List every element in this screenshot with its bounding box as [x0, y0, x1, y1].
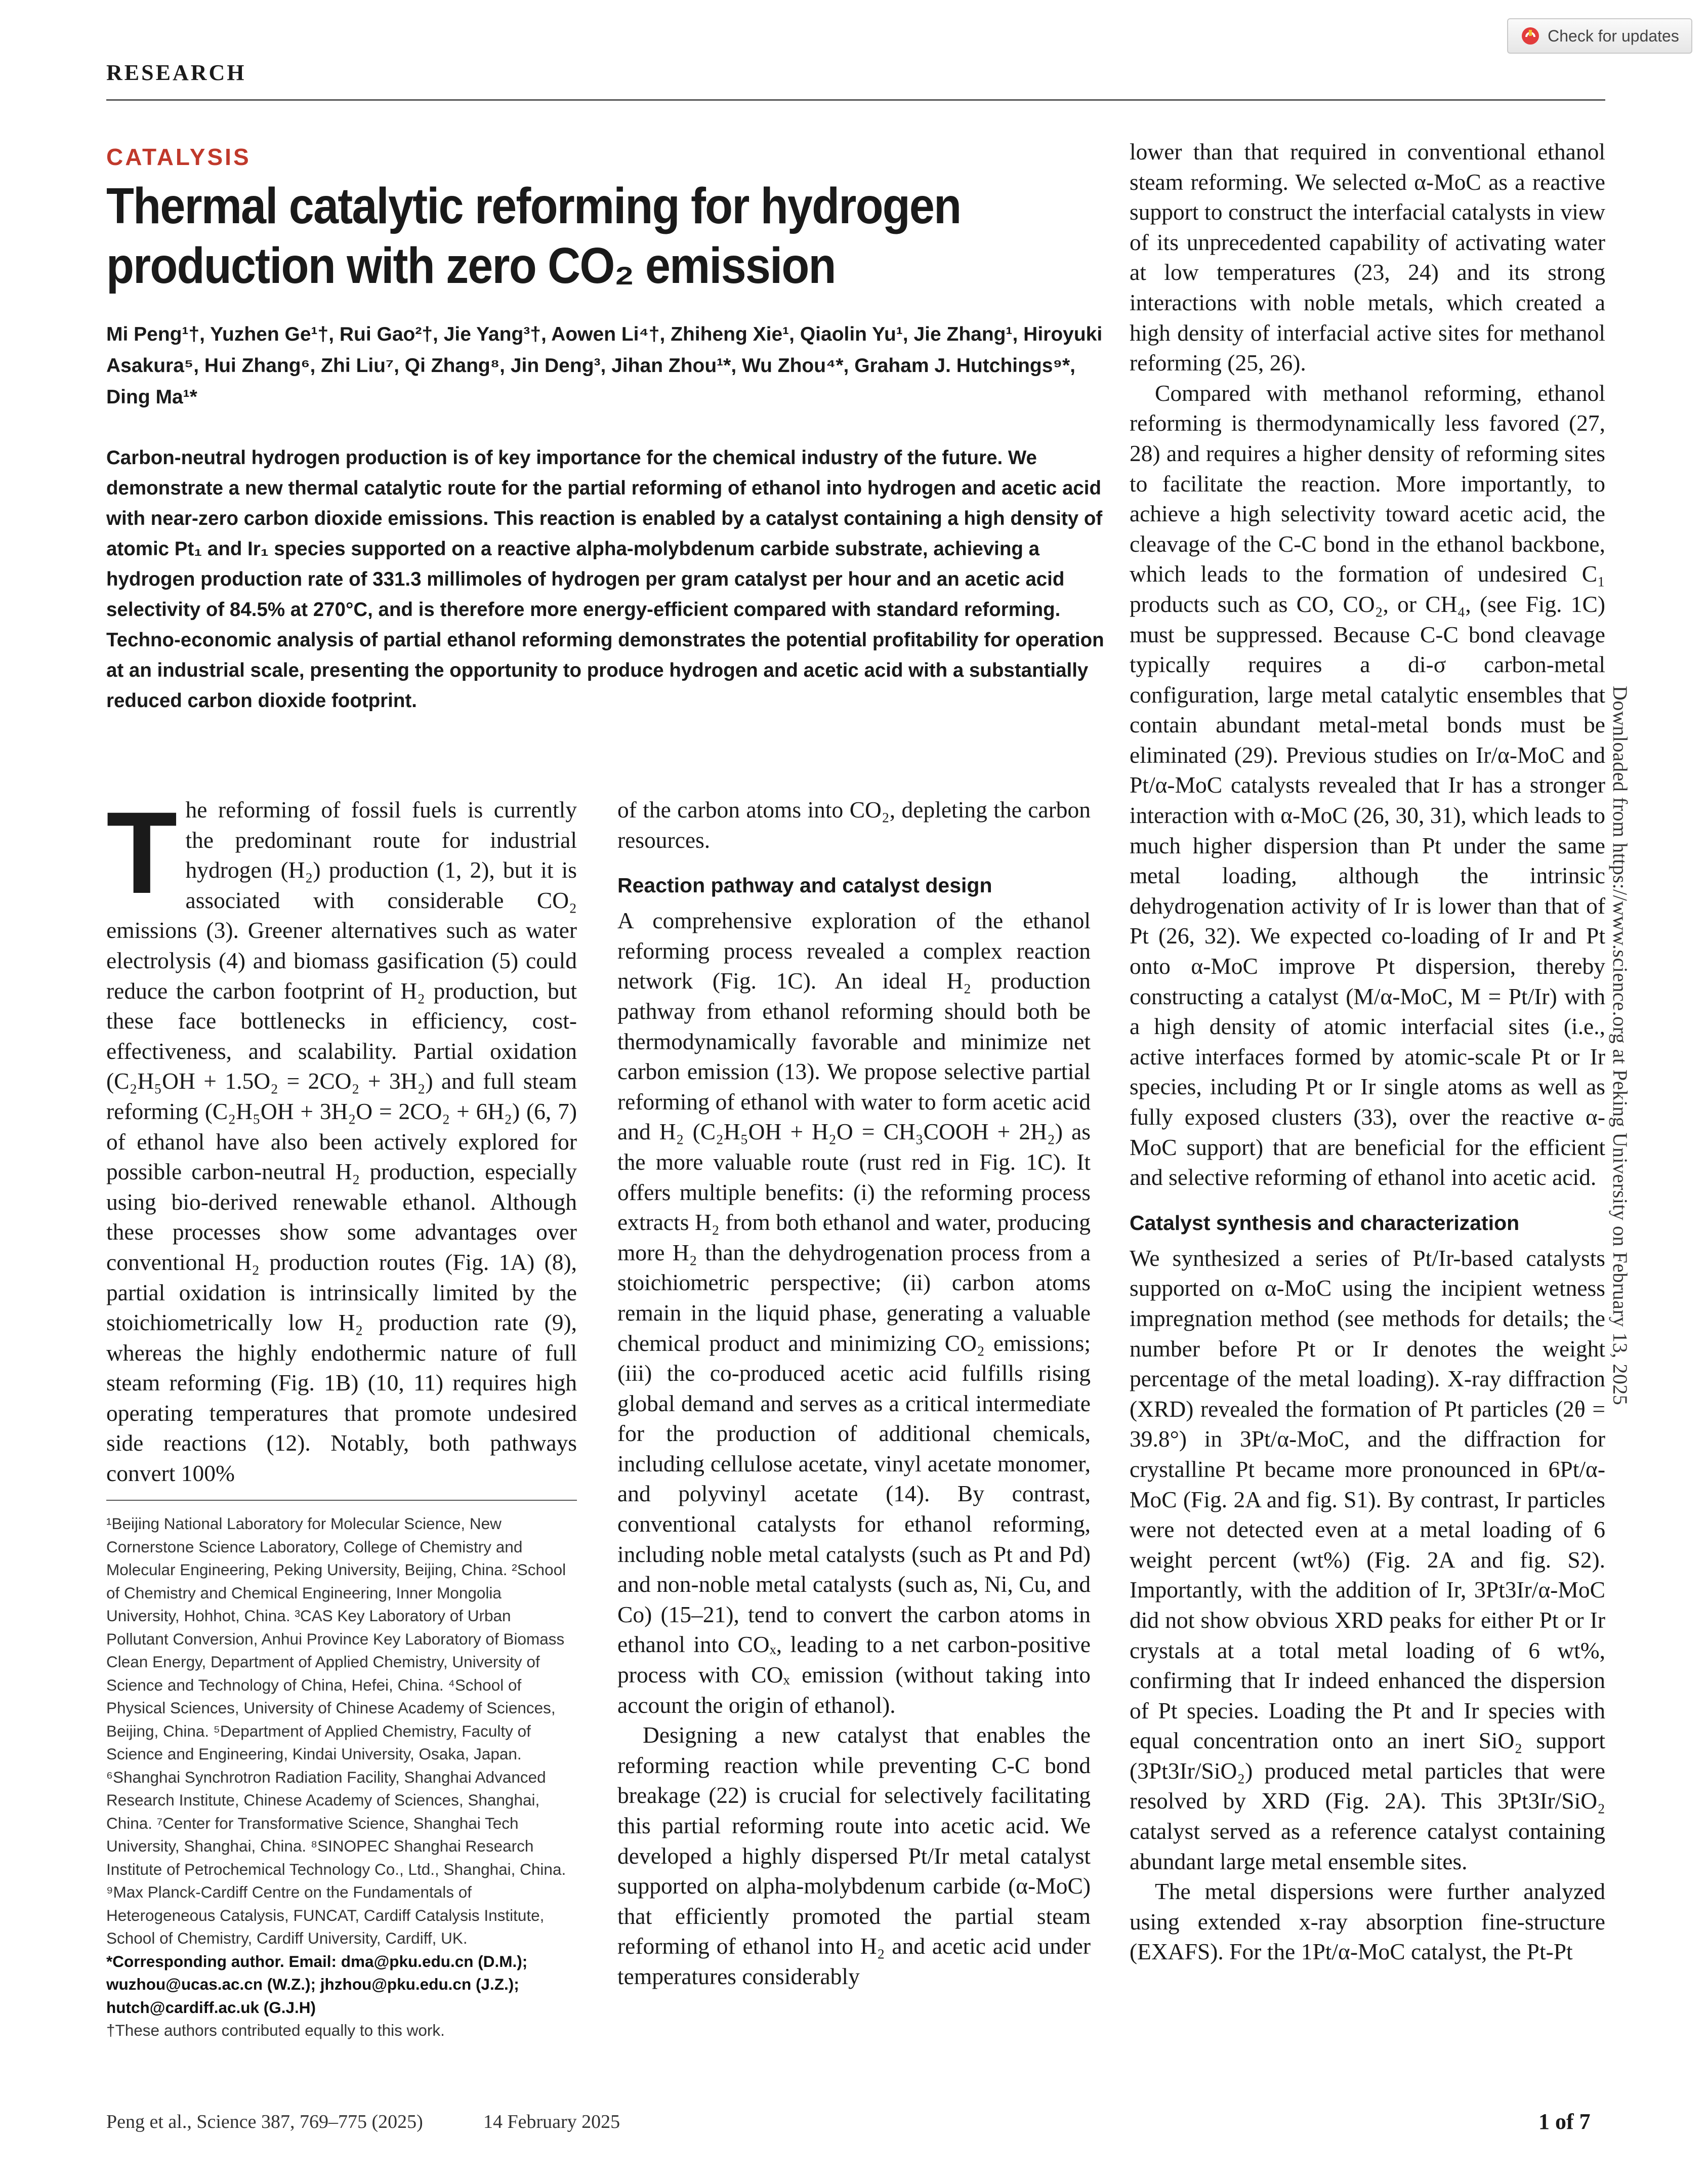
affiliations: ¹Beijing National Laboratory for Molecular Science, New Cornerstone Science Laboratory, College of Chemistry and Molecular Engineering, Peking University, Beijing, China. ²School of Chemistry and Chemical Engineering, Inner Mongolia University, Hohhot, China. ³CAS Key Laboratory of Urban Pollutant Conversion, Anhui Province Key Laboratory of Biomass Clean Energy, Department of Applied Chemistry, University of Science and Technology of China, Hefei, China. ⁴School of Physical Sciences, University of Chinese Academy of Sciences, Beijing, China. ⁵Department of Applied Chemistry, Faculty of Science and Engineering, Kindai University, Osaka, Japan. ⁶Shanghai Synchrotron Radiation Facility, Shanghai Advanced Research Institute, Chinese Academy of Sciences, Shanghai, China. ⁷Center for Transformative Science, Shanghai Tech University, Shanghai, China. ⁸SINOPEC Shanghai Research Institute of Petrochemical Technology Co., Ltd., Shanghai, China. ⁹Max Planck-Cardiff Centre on the Fundamentals of Heterogeneous Catalysis, FUNCAT, Cardiff Catalysis Institute, School of Chemistry, Cardiff University, Cardiff, UK.: [106, 1514, 566, 1947]
article-kicker: CATALYSIS: [106, 144, 251, 170]
intro-paragraph: he reforming of fossil fuels is currently the predominant route for industrial hydrogen (H₂) production (1, 2), but it is associated with considerable CO₂ emissions (3). Greener alternatives such as water electrolysis (4) and biomass gasification (5) could reduce the carbon footprint of H₂ production, but these face bottlenecks in efficiency, cost-effectiveness, and scalability. Partial oxidation (C₂H₅OH + 1.5O₂ = 2CO₂ + 3H₂) and full steam reforming (C₂H₅OH + 3H₂O = 2CO₂ + 6H₂) (6, 7) of ethanol have also been actively explored for possible carbon-neutral H₂ production, especially using bio-derived renewable ethanol. Although these processes show some advantages over conventional H₂ production routes (Fig. 1A) (8), partial oxidation is intrinsically limited by the stoichiometrically low H₂ production rate (9), whereas the highly endothermic nature of full steam reforming (Fig. 1B) (10, 11) requires high operating temperatures that promote undesired side reactions (12). Notably, both pathways convert 100%: [106, 797, 577, 1487]
author-list: Mi Peng¹†, Yuzhen Ge¹†, Rui Gao²†, Jie Yang³†, Aowen Li⁴†, Zhiheng Xie¹, Qiaolin Yu¹, Jie Zhang¹, Hiroyuki Asakura⁵, Hui Zhang⁶, Zhi Liu⁷, Qi Zhang⁸, Jin Deng³, Jihan Zhou¹*, Wu Zhou⁴*, Graham J. Hutchings⁹*, Ding Ma¹*: [106, 323, 1103, 408]
paragraph: We synthesized a series of Pt/Ir-based catalysts supported on α-MoC using the incipient wetness impregnation method (see methods for details; the number before Pt or Ir denotes the weight percentage of the metal loading). X-ray diffraction (XRD) revealed the formation of Pt particles (2θ = 39.8°) in 3Pt/α-MoC, and the diffraction for crystalline Pt became more pronounced in 6Pt/α-MoC (Fig. 2A and fig. S1). By contrast, Ir particles were not detected even at a metal loading of 6 weight percent (wt%) (Fig. 2A and fig. S2). Importantly, with the addition of Ir, 3Pt3Ir/α-MoC did not show obvious XRD peaks for either Pt or Ir crystals at a total metal loading of 6 wt%, confirming that Ir indeed enhanced the dispersion of Pt species. Loading the Pt and Ir species with equal concentration onto an inert SiO₂ support (3Pt3Ir/SiO₂) produced metal particles that were resolved by XRD (Fig. 2A). This 3Pt3Ir/SiO₂ catalyst served as a reference catalyst containing abundant large metal ensemble sites.: [1130, 1245, 1605, 1874]
header-divider: [106, 99, 1605, 101]
page-number: 1 of 7: [1538, 2109, 1591, 2134]
paragraph: Designing a new catalyst that enables the reforming reaction while preventing C-C bond breakage (22) is crucial for selectively facilitating this partial reforming route into acetic acid. We developed a highly dispersed Pt/Ir metal catalyst supported on alpha-molybdenum carbide (α-MoC) that efficiently promoted the partial steam reforming of ethanol into H₂ and acetic acid under temperatures considerably: [617, 1722, 1091, 1989]
section-label: RESEARCH: [106, 60, 246, 85]
paragraph: of the carbon atoms into CO₂, depleting the carbon resources.: [617, 797, 1091, 853]
update-badge-icon: [1520, 26, 1540, 46]
paragraph: The metal dispersions were further analyzed using extended x-ray absorption fine-structure (EXAFS). For the 1Pt/α-MoC catalyst, the Pt-Pt: [1130, 1878, 1605, 1965]
section-heading-reaction-pathway: Reaction pathway and catalyst design: [617, 874, 992, 897]
paragraph: lower than that required in conventional ethanol steam reforming. We selected α-MoC as a reactive support to construct the interfacial catalysts in view of its unprecedented capability of activating water at low temperatures (23, 24) and its strong interactions with noble metals, which created a high density of interfacial active sites for methanol reforming (25, 26).: [1130, 139, 1605, 376]
body-column-2: [617, 795, 1091, 1992]
article-title: Thermal catalytic reforming for hydrogen production with zero CO₂ emission: [106, 178, 961, 294]
publication-date: 14 February 2025: [483, 2111, 620, 2132]
paragraph: Compared with methanol reforming, ethanol reforming is thermodynamically less favored (27, 28) and requires a higher density of reforming sites to facilitate the reaction. More importantly, to achieve a high selectivity toward acetic acid, the cleavage of the C-C bond in the ethanol backbone, which leads to the formation of undesired C₁ products such as CO, CO₂, or CH₄, (see Fig. 1C) must be suppressed. Because C-C bond cleavage typically requires a di-σ carbon-metal configuration, large metal catalytic ensembles that contain abundant metal-metal bonds must be eliminated (29). Previous studies on Ir/α-MoC and Pt/α-MoC catalysts revealed that Ir has a stronger interaction with α-MoC (26, 30, 31), which leads to much higher dispersion than Pt under the same metal loading, although the intrinsic dehydrogenation activity of Ir is lower than that of Pt (26, 32). We expected co-loading of Ir and Pt onto α-MoC improve Pt dispersion, thereby constructing a catalyst (M/α-MoC, M = Pt/Ir) with a high density of atomic interfacial sites (i.e., active interfaces formed by atomic-scale Pt or Ir species, including Pt or Ir single atoms as well as fully exposed clusters (33), over the reactive α-MoC support) that are beneficial for the efficient and selective reforming of ethanol into acetic acid.: [1130, 380, 1605, 1190]
corresponding-author: *Corresponding author. Email: dma@pku.edu.cn (D.M.); wuzhou@ucas.ac.cn (W.Z.); jhzhou@pku.edu.cn (J.Z.); hutch@cardiff.ac.uk (G.J.H): [106, 1952, 528, 2017]
paragraph: A comprehensive exploration of the ethanol reforming process revealed a complex reaction network (Fig. 1C). An ideal H₂ production pathway from ethanol reforming should both be thermodynamically favorable and minimize net carbon emission (13). We propose selective partial reforming of ethanol with water to form acetic acid and H₂ (C₂H₅OH + H₂O = CH₃COOH + 2H₂) as the more valuable route (rust red in Fig. 1C). It offers multiple benefits: (i) the reforming process extracts H₂ from both ethanol and water, producing more H₂ than the dehydrogenation process from a stoichiometric perspective; (ii) carbon atoms remain in the liquid phase, generating a valuable chemical product and minimizing CO₂ emissions; (iii) the co-produced acetic acid fulfills rising global demand and serves as a critical intermediate for the production of additional chemicals, including cellulose acetate, vinyl acetate monomer, and polyvinyl acetate (14). By contrast, conventional catalysts for ethanol reforming, including noble metal catalysts (such as Pt and Pd) and non-noble metal catalysts (such as, Ni, Cu, and Co) (15–21), tend to convert the carbon atoms in ethanol into COₓ, leading to a net carbon-positive process with COₓ emission (without taking into account the origin of ethanol).: [617, 908, 1091, 1718]
body-column-1: [106, 788, 577, 1489]
section-heading-catalyst-synthesis: Catalyst synthesis and characterization: [1130, 1211, 1520, 1235]
check-for-updates-label: Check for updates: [1548, 26, 1679, 45]
footnote-divider: [106, 1500, 577, 1501]
equal-contribution-note: †These authors contributed equally to this work.: [106, 2021, 445, 2039]
download-watermark: Downloaded from https://www.science.org at Peking University on February 13, 2025: [1609, 686, 1632, 1406]
check-for-updates-button[interactable]: [1507, 18, 1692, 54]
drop-cap: T: [106, 788, 178, 918]
body-column-3: [1130, 137, 1605, 1967]
footnotes: [106, 1512, 577, 2042]
citation: Peng et al., Science 387, 769–775 (2025): [106, 2111, 423, 2132]
abstract: Carbon-neutral hydrogen production is of key importance for the chemical industry of the future. We demonstrate a new thermal catalytic route for the partial reforming of ethanol into hydrogen and acetic acid with near-zero carbon dioxide emissions. This reaction is enabled by a catalyst containing a high density of atomic Pt₁ and Ir₁ species supported on a reactive alpha-molybdenum carbide substrate, achieving a hydrogen production rate of 331.3 millimoles of hydrogen per gram catalyst per hour and an acetic acid selectivity of 84.5% at 270°C, and is therefore more energy-efficient compared with standard reforming. Techno-economic analysis of partial ethanol reforming demonstrates the potential profitability for operation at an industrial scale, presenting the opportunity to produce hydrogen and acetic acid with a substantially reduced carbon dioxide footprint.: [106, 447, 1104, 712]
